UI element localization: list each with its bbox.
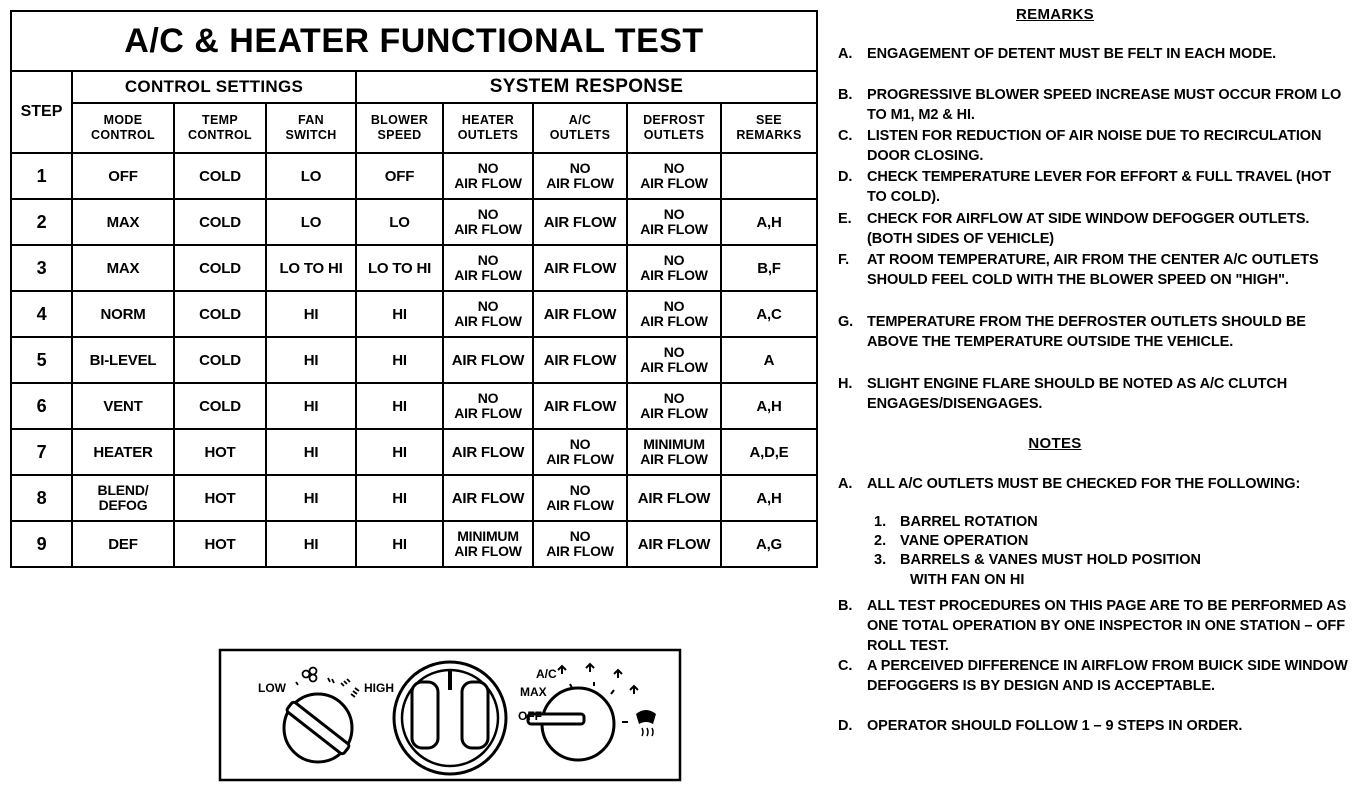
- remark-c: C. LISTEN FOR REDUCTION OF AIR NOISE DUE TO RECIRCULATION DOOR CLOSING.: [838, 128, 1322, 164]
- defrost-cell: AIR FLOW: [627, 475, 721, 521]
- remark-e: E. CHECK FOR AIRFLOW AT SIDE WINDOW DEFOGGER OUTLETS. (BOTH SIDES OF VEHICLE): [838, 211, 1310, 247]
- temperature-knob: [394, 662, 506, 774]
- functional-test-table: [10, 10, 818, 568]
- temp-cell: COLD: [174, 337, 266, 383]
- mode-control-header: MODE CONTROL: [72, 103, 174, 153]
- defrost-cell: NO AIR FLOW: [627, 153, 721, 199]
- remark-g: G. TEMPERATURE FROM THE DEFROSTER OUTLETS SHOULD BE ABOVE THE TEMPERATURE OUTSIDE THE VEHICLE.: [838, 314, 1306, 350]
- remark-d: D. CHECK TEMPERATURE LEVER FOR EFFORT & FULL TRAVEL (HOT TO COLD).: [838, 169, 1332, 205]
- fan-cell: LO TO HI: [266, 245, 356, 291]
- mode-cell: OFF: [72, 153, 174, 199]
- note-a-subitem-3: 3. BARRELS & VANES MUST HOLD POSITION WITH FAN ON HI: [874, 552, 1202, 588]
- temp-cell: COLD: [174, 291, 266, 337]
- fan-speed-knob: [284, 694, 352, 762]
- defrost-cell: AIR FLOW: [627, 521, 721, 567]
- remarks-cell: A: [721, 337, 817, 383]
- blower-cell: HI: [356, 291, 443, 337]
- fan-cell: HI: [266, 429, 356, 475]
- remark-b: B. PROGRESSIVE BLOWER SPEED INCREASE MUST OCCUR FROM LO TO M1, M2 & HI.: [838, 87, 1342, 123]
- mode-max-label: MAX: [520, 685, 547, 699]
- fan-cell: LO: [266, 153, 356, 199]
- note-a-subitem-1: 1. BARREL ROTATION: [874, 514, 1038, 530]
- defrost-cell: NO AIR FLOW: [627, 199, 721, 245]
- blower-cell: OFF: [356, 153, 443, 199]
- ac-cell: AIR FLOW: [533, 245, 627, 291]
- fan-cell: HI: [266, 475, 356, 521]
- defrost-cell: NO AIR FLOW: [627, 383, 721, 429]
- blower-cell: HI: [356, 521, 443, 567]
- step-number: 2: [11, 199, 72, 245]
- table-row: [11, 291, 817, 337]
- note-c: C. A PERCEIVED DIFFERENCE IN AIRFLOW FROM BUICK SIDE WINDOW DEFOGGERS IS BY DESIGN AND IS ACCEPTABLE.: [838, 658, 1348, 694]
- fan-cell: HI: [266, 521, 356, 567]
- temp-control-header: TEMP CONTROL: [174, 103, 266, 153]
- remarks-cell: A,C: [721, 291, 817, 337]
- table-row: [11, 153, 817, 199]
- blower-cell: LO: [356, 199, 443, 245]
- remark-a: A. ENGAGEMENT OF DETENT MUST BE FELT IN EACH MODE.: [838, 46, 1277, 62]
- defrost-cell: NO AIR FLOW: [627, 337, 721, 383]
- remarks-cell: [721, 153, 817, 199]
- fan-cell: LO: [266, 199, 356, 245]
- blower-speed-header: BLOWER SPEED: [356, 103, 443, 153]
- step-number: 6: [11, 383, 72, 429]
- heater-cell: NO AIR FLOW: [443, 291, 533, 337]
- remark-h: H. SLIGHT ENGINE FLARE SHOULD BE NOTED AS A/C CLUTCH ENGAGES/DISENGAGES.: [838, 376, 1288, 412]
- defrost-cell: NO AIR FLOW: [627, 291, 721, 337]
- mode-cell: VENT: [72, 383, 174, 429]
- step-number: 9: [11, 521, 72, 567]
- mode-ac-label: A/C: [536, 667, 557, 681]
- heater-cell: AIR FLOW: [443, 475, 533, 521]
- temp-cell: COLD: [174, 153, 266, 199]
- temp-cell: COLD: [174, 383, 266, 429]
- control-panel-diagram: [218, 648, 682, 782]
- mode-cell: DEF: [72, 521, 174, 567]
- heater-cell: AIR FLOW: [443, 337, 533, 383]
- mode-cell: MAX: [72, 199, 174, 245]
- table-row: [11, 245, 817, 291]
- heater-cell: NO AIR FLOW: [443, 383, 533, 429]
- table-row: [11, 475, 817, 521]
- defrost-cell: MINIMUM AIR FLOW: [627, 429, 721, 475]
- remark-f: F. AT ROOM TEMPERATURE, AIR FROM THE CENTER A/C OUTLETS SHOULD FEEL COLD WITH THE BLOWER SPEED ON "HIGH".: [838, 252, 1319, 288]
- table-row: [11, 199, 817, 245]
- ac-cell: NO AIR FLOW: [533, 153, 627, 199]
- temp-cell: HOT: [174, 475, 266, 521]
- table-row: [11, 429, 817, 475]
- mode-cell: MAX: [72, 245, 174, 291]
- ac-cell: AIR FLOW: [533, 337, 627, 383]
- defrost-cell: NO AIR FLOW: [627, 245, 721, 291]
- step-number: 5: [11, 337, 72, 383]
- table-row: [11, 337, 817, 383]
- remarks-cell: A,D,E: [721, 429, 817, 475]
- remarks-cell: B,F: [721, 245, 817, 291]
- fan-cell: HI: [266, 291, 356, 337]
- mode-cell: BLEND/ DEFOG: [72, 475, 174, 521]
- ac-cell: NO AIR FLOW: [533, 521, 627, 567]
- step-number: 8: [11, 475, 72, 521]
- heater-outlets-header: HEATER OUTLETS: [443, 103, 533, 153]
- heater-cell: NO AIR FLOW: [443, 245, 533, 291]
- step-header: STEP: [11, 71, 72, 153]
- mode-cell: BI-LEVEL: [72, 337, 174, 383]
- remarks-cell: A,H: [721, 383, 817, 429]
- note-d: D. OPERATOR SHOULD FOLLOW 1 – 9 STEPS IN ORDER.: [838, 718, 1243, 734]
- note-a: A. ALL A/C OUTLETS MUST BE CHECKED FOR THE FOLLOWING:: [838, 476, 1301, 492]
- blower-cell: HI: [356, 383, 443, 429]
- ac-cell: NO AIR FLOW: [533, 475, 627, 521]
- notes-title: NOTES: [1028, 435, 1082, 452]
- temp-cell: COLD: [174, 199, 266, 245]
- step-number: 1: [11, 153, 72, 199]
- temp-cell: HOT: [174, 521, 266, 567]
- ac-cell: AIR FLOW: [533, 291, 627, 337]
- temp-cell: HOT: [174, 429, 266, 475]
- remarks-cell: A,H: [721, 199, 817, 245]
- table-body: [11, 153, 817, 567]
- mode-cell: HEATER: [72, 429, 174, 475]
- table-row: [11, 383, 817, 429]
- see-remarks-header: SEE REMARKS: [721, 103, 817, 153]
- step-number: 4: [11, 291, 72, 337]
- blower-cell: LO TO HI: [356, 245, 443, 291]
- mode-off-label: OFF: [518, 709, 542, 723]
- heater-cell: NO AIR FLOW: [443, 199, 533, 245]
- ac-outlets-header: A/C OUTLETS: [533, 103, 627, 153]
- note-a-subitem-2: 2. VANE OPERATION: [874, 533, 1029, 549]
- remarks-title: REMARKS: [1016, 6, 1094, 23]
- step-number: 3: [11, 245, 72, 291]
- heater-cell: MINIMUM AIR FLOW: [443, 521, 533, 567]
- fan-low-label: LOW: [258, 681, 286, 695]
- remarks-cell: A,G: [721, 521, 817, 567]
- blower-cell: HI: [356, 337, 443, 383]
- mode-cell: NORM: [72, 291, 174, 337]
- ac-cell: NO AIR FLOW: [533, 429, 627, 475]
- fan-high-label: HIGH: [364, 681, 394, 695]
- system-response-header: SYSTEM RESPONSE: [356, 71, 817, 103]
- note-b: B. ALL TEST PROCEDURES ON THIS PAGE ARE TO BE PERFORMED AS ONE TOTAL OPERATION BY ONE INSPECTOR IN ONE STATION – OFF ROLL TEST.: [838, 598, 1347, 654]
- ac-cell: AIR FLOW: [533, 199, 627, 245]
- ac-cell: AIR FLOW: [533, 383, 627, 429]
- temp-cell: COLD: [174, 245, 266, 291]
- fan-cell: HI: [266, 383, 356, 429]
- blower-cell: HI: [356, 429, 443, 475]
- blower-cell: HI: [356, 475, 443, 521]
- defrost-outlets-header: DEFROST OUTLETS: [627, 103, 721, 153]
- fan-switch-header: FAN SWITCH: [266, 103, 356, 153]
- heater-cell: NO AIR FLOW: [443, 153, 533, 199]
- table-row: [11, 521, 817, 567]
- fan-cell: HI: [266, 337, 356, 383]
- step-number: 7: [11, 429, 72, 475]
- table-title: A/C & HEATER FUNCTIONAL TEST: [11, 11, 817, 71]
- heater-cell: AIR FLOW: [443, 429, 533, 475]
- control-settings-header: CONTROL SETTINGS: [72, 71, 356, 103]
- remarks-cell: A,H: [721, 475, 817, 521]
